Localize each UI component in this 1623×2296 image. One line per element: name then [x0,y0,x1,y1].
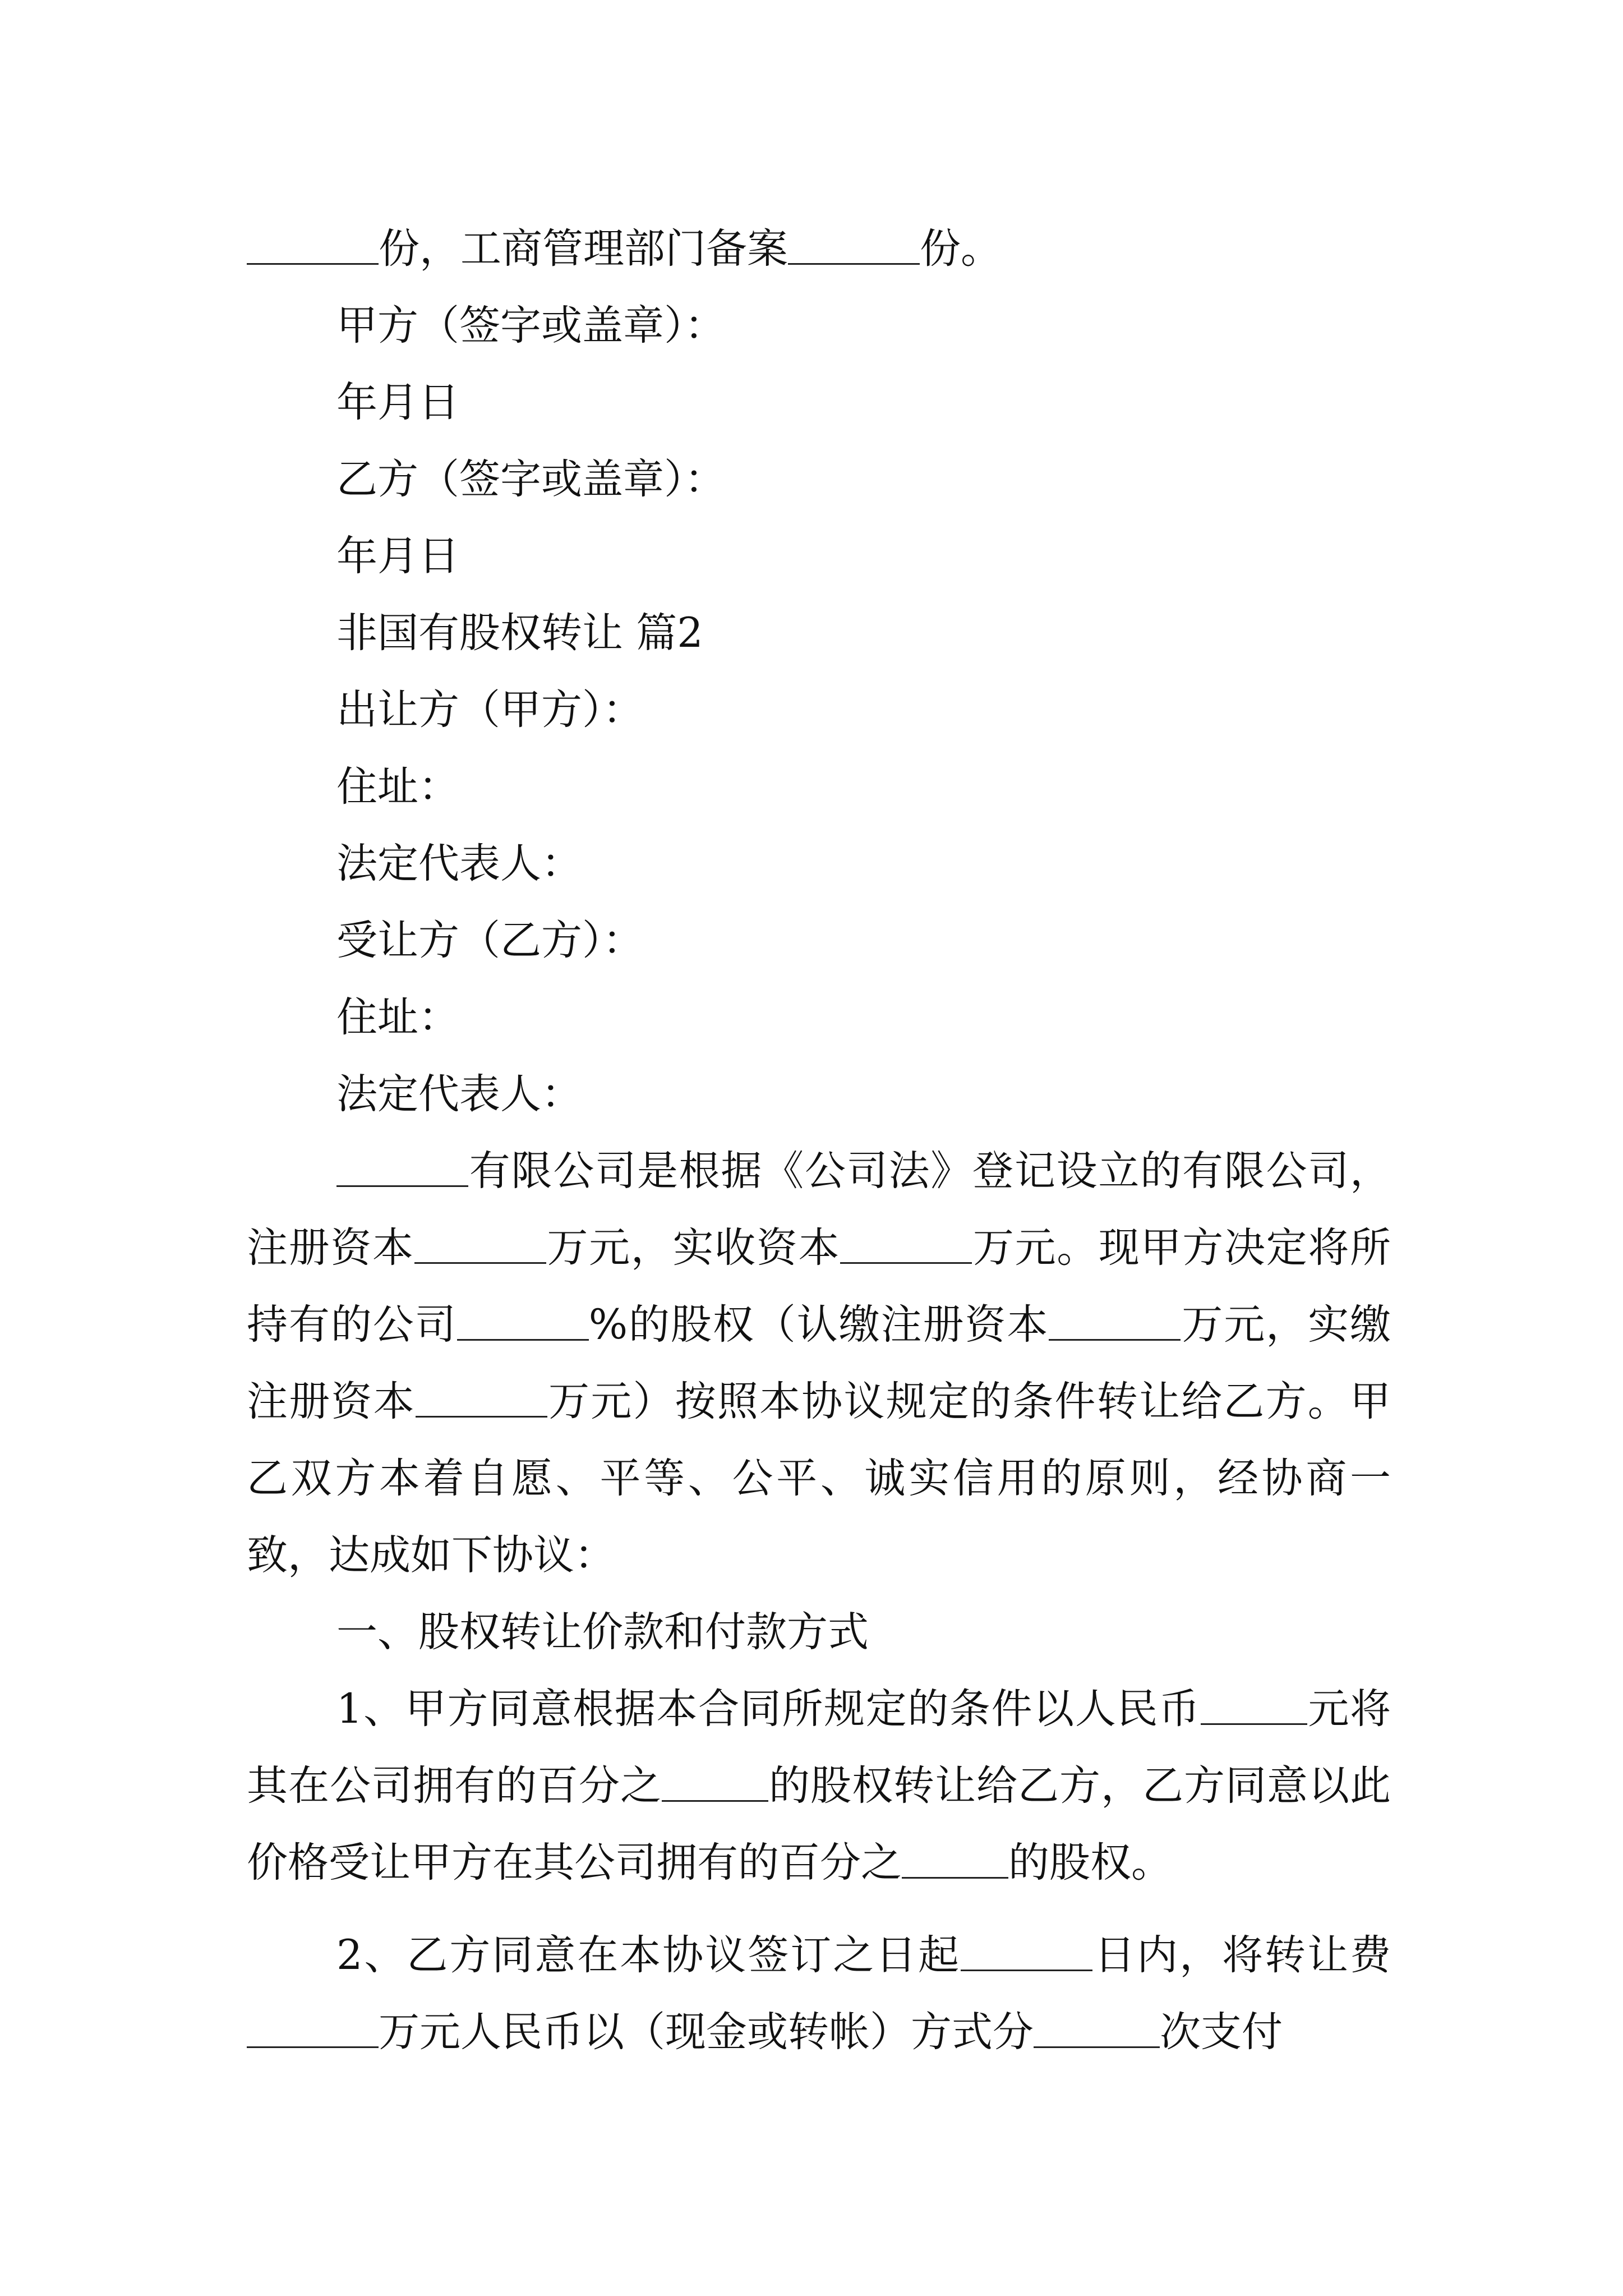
transferor-label: 出让方（甲方）： [336,686,644,734]
intro-paragraph [247,1133,1391,1594]
signature-date: 年月日 [336,379,459,426]
text-segment: 2、乙方同意在本协议签订之日起 [336,1931,961,1979]
text-segment: 万元）按照本协议规定的条件转让给乙方。甲乙双方本着自愿、平等、公平、诚实信用的原则，经协商一致，达成如下协议： [247,1378,1391,1579]
blank-field [414,1225,546,1264]
blank-field [247,2009,379,2048]
text-segment: 万元，实收资本 [546,1224,841,1272]
blank-field [1034,2009,1160,2048]
blank-field [247,226,379,265]
text-segment: %的股权（认缴注册资本 [588,1301,1049,1349]
address-label: 住址： [336,993,459,1041]
signature-date: 年月日 [336,532,459,580]
blank-field [840,1225,972,1264]
clause-2-paragraph [247,1917,1391,2070]
blank-field [961,1932,1092,1971]
blank-field [662,1763,768,1802]
text-segment: 份，工商管理部门备案 [379,225,788,273]
address-label: 住址： [336,763,459,811]
text-segment: 次支付 [1160,2008,1283,2056]
blank-field [457,1302,589,1341]
text-segment: 有限公司是根据《公司法》登记设立的有限公司，注册资本 [247,1147,1391,1272]
text-segment: 万元。现甲方决定将所持有的公司 [247,1224,1391,1349]
text-segment: 万元，实缴注册资本 [247,1301,1391,1425]
document-body [247,210,1391,2070]
text-segment: 的股权。 [1008,1839,1172,1887]
blank-field [1201,1686,1307,1725]
party-a-signature: 甲方（签字或盖章）： [336,302,726,349]
filing-copies-line [247,210,1391,287]
section-title: 非国有股权转让 篇2 [336,609,703,657]
party-b-signature: 乙方（签字或盖章）： [336,455,726,503]
text-segment: 日内，将转让费 [1092,1931,1391,1979]
clause-1-paragraph [247,1671,1391,1901]
transferee-label: 受让方（乙方）： [336,917,644,964]
legal-representative-label: 法定代表人： [336,1070,582,1118]
text-segment: 份。 [920,225,1002,273]
blank-field [1049,1302,1181,1341]
blank-field [902,1840,1008,1879]
blank-field [788,226,920,265]
section-heading: 一、股权转让价款和付款方式 [336,1608,869,1656]
text-segment: 元将其在公司拥有的百分之 [247,1685,1391,1810]
text-segment: 的股权转让给乙方，乙方同意以此价格受让甲方在其公司拥有的百分之 [247,1762,1391,1887]
blank-field [336,1148,468,1187]
text-segment: 万元人民币以（现金或转帐）方式分 [379,2008,1034,2056]
blank-field [416,1379,547,1418]
text-segment: 1、甲方同意根据本合同所规定的条件以人民币 [336,1685,1201,1733]
legal-representative-label: 法定代表人： [336,840,582,887]
